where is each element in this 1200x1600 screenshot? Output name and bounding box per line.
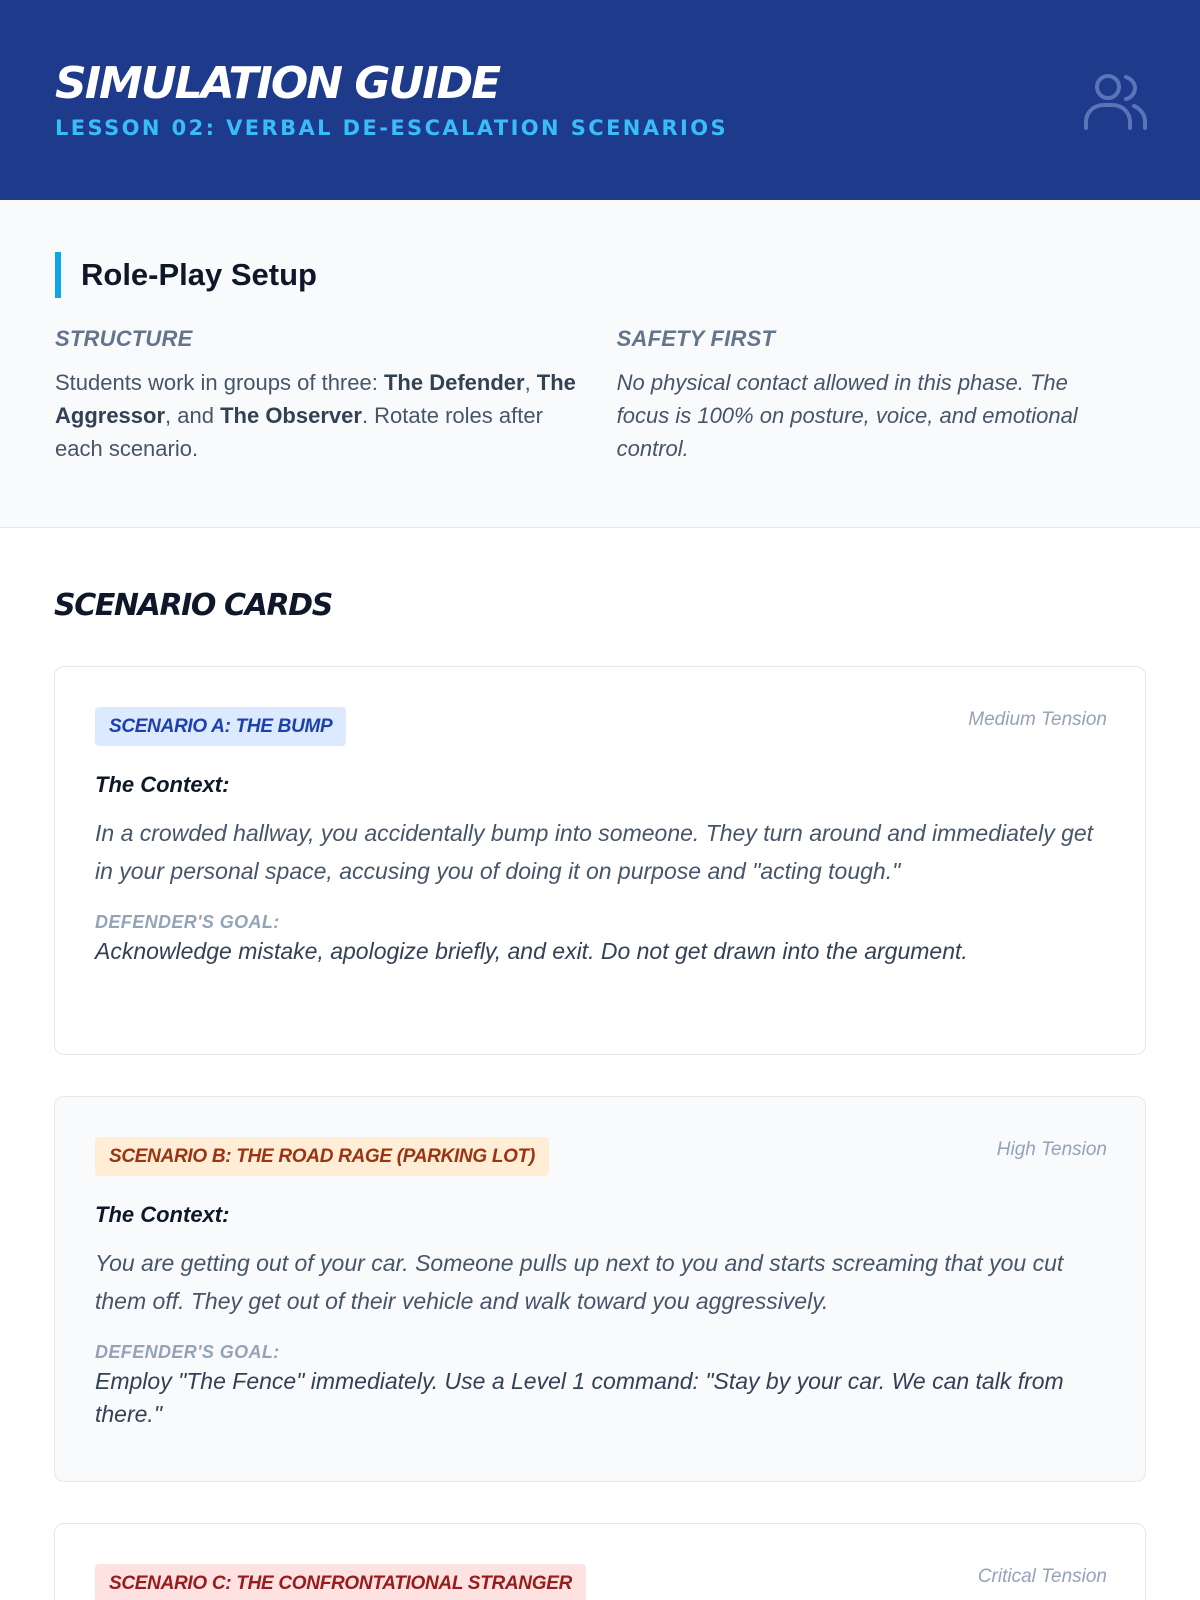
tension-level: Critical Tension bbox=[977, 1566, 1107, 1587]
scenario-badge: SCENARIO C: THE CONFRONTATIONAL STRANGER bbox=[95, 1564, 586, 1600]
goal-text: Acknowledge mistake, apologize briefly, and exit. Do not get drawn into the argument. bbox=[95, 938, 968, 964]
role-play-setup-section bbox=[0, 200, 1200, 528]
scenarios-heading: SCENARIO CARDS bbox=[54, 588, 332, 623]
page-subtitle: LESSON 02: VERBAL DE-ESCALATION SCENARIOS bbox=[55, 116, 728, 140]
structure-body: Students work in groups of three: The Defender, The Aggressor, and The Observer. Rotate roles after each scenario. bbox=[55, 370, 576, 461]
tension-level: Medium Tension bbox=[968, 709, 1107, 730]
scenario-card-a bbox=[54, 666, 1146, 1055]
setup-heading: Role-Play Setup bbox=[55, 252, 1145, 298]
context-label: The Context: bbox=[95, 772, 230, 797]
goal-text: Employ "The Fence" immediately. Use a Level 1 command: "Stay by your car. We can talk from there." bbox=[95, 1368, 1064, 1427]
tension-level: High Tension bbox=[996, 1139, 1107, 1160]
page-header bbox=[0, 0, 1200, 200]
structure-column bbox=[55, 326, 617, 465]
role-observer: The Observer bbox=[220, 403, 362, 428]
context-text: In a crowded hallway, you accidentally bump into someone. They turn around and immediately get in your personal space, accusing you of doing it on purpose and "acting tough." bbox=[95, 820, 1094, 884]
page-title: SIMULATION GUIDE bbox=[55, 58, 500, 109]
role-aggressor: The Aggressor bbox=[55, 370, 576, 428]
context-text: You are getting out of your car. Someone pulls up next to you and starts screaming that you cut them off. They get out of their vehicle and walk toward you aggressively. bbox=[95, 1250, 1064, 1314]
safety-column bbox=[617, 326, 1145, 465]
role-defender: The Defender bbox=[383, 370, 525, 395]
scenario-cards-section bbox=[0, 528, 1200, 1600]
users-icon bbox=[1082, 68, 1148, 134]
safety-body: No physical contact allowed in this phase. The focus is 100% on posture, voice, and emotional control. bbox=[616, 370, 1078, 461]
scenario-badge: SCENARIO A: THE BUMP bbox=[95, 707, 346, 746]
scenario-card-b bbox=[54, 1096, 1146, 1482]
structure-title: STRUCTURE bbox=[55, 326, 193, 351]
context-label: The Context: bbox=[95, 1202, 230, 1227]
goal-label: DEFENDER'S GOAL: bbox=[95, 912, 280, 932]
scenario-card-c bbox=[54, 1523, 1146, 1600]
goal-label: DEFENDER'S GOAL: bbox=[95, 1342, 280, 1362]
scenario-badge: SCENARIO B: THE ROAD RAGE (PARKING LOT) bbox=[95, 1137, 549, 1176]
safety-title: SAFETY FIRST bbox=[616, 326, 776, 351]
